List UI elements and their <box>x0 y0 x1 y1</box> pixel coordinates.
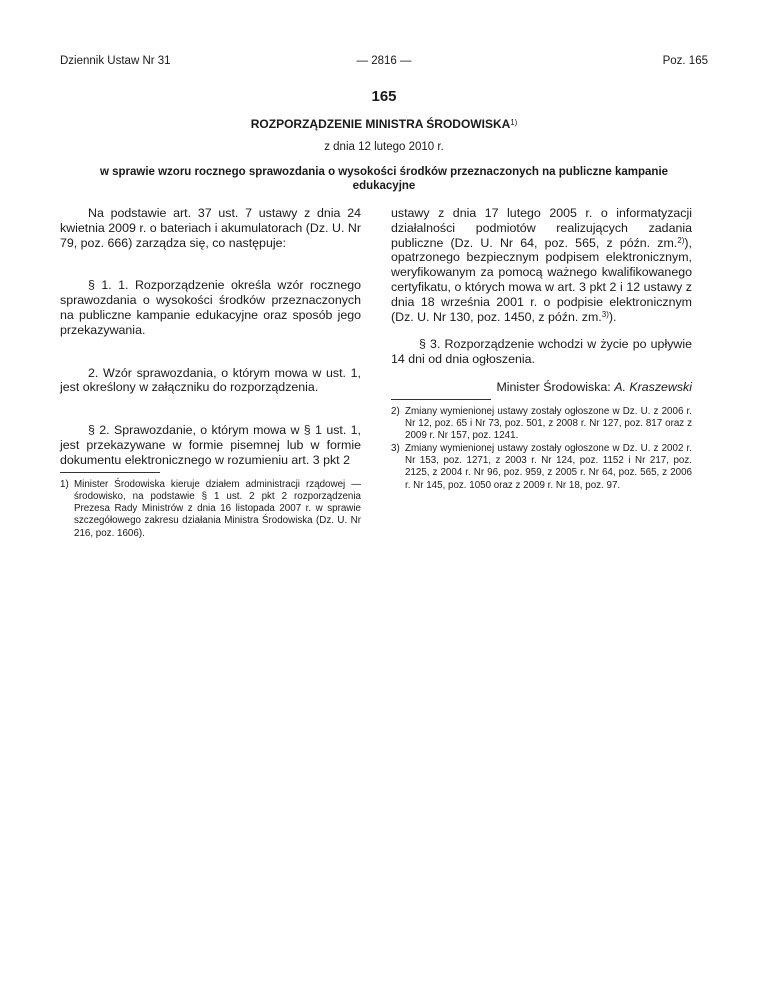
continuation-text-1: ustawy z dnia 17 lutego 2005 r. o informatyzacji działalności podmiotów realizujących zadania publiczne (Dz. U. Nr 64, poz. 565, z późn. zm. <box>391 206 692 250</box>
footnote-1-text: Minister Środowiska kieruje działem administracji rządowej — środowisko, na podstawie § 1 ust. 2 pkt 2 rozporządzenia Prezesa Rady Ministrów z dnia 16 listopada 2007 r. w sprawie szczegółowego zakresu działania Ministra Środowiska (Dz. U. Nr 216, poz. 1606). <box>74 478 361 539</box>
page-number: — 2816 — <box>356 55 412 67</box>
journal-name: Dziennik Ustaw Nr 31 <box>60 55 171 67</box>
footnote-2-text: Zmiany wymienionej ustawy zostały ogłoszone w Dz. U. z 2006 r. Nr 12, poz. 65 i Nr 73, poz. 501, z 2008 r. Nr 127, poz. 817 oraz z 2009 r. Nr 157, poz. 1241. <box>405 405 692 442</box>
document-title <box>0 117 768 131</box>
footnote-1 <box>60 479 361 540</box>
footnote-ref-2: 2) <box>677 235 685 245</box>
signature-role: Minister Środowiska: <box>496 379 615 394</box>
continuation-text-3: ). <box>608 309 617 324</box>
footnote-ref-3: 3) <box>601 309 609 319</box>
footnote-2-mark: 2) <box>391 405 400 417</box>
footnote-3-text: Zmiany wymienionej ustawy zostały ogłoszone w Dz. U. z 2002 r. Nr 153, poz. 1271, z 2003 r. Nr 124, poz. 1152 i Nr 217, poz. 2125, z 2004 r. Nr 96, poz. 959, z 2005 r. Nr 64, poz. 565, z 2006 r. Nr 145, poz. 1050 oraz z 2009 r. Nr 18, poz. 97. <box>405 442 692 491</box>
item-position: Poz. 165 <box>662 55 708 67</box>
signature-name: A. Kraszewski <box>614 379 692 394</box>
footnote-ref-1: 1) <box>510 117 518 127</box>
section-3-paragraph: § 3. Rozporządzenie wchodzi w życie po upływie 14 dni od dnia ogłoszenia. <box>391 337 692 367</box>
section-1-para-1: § 1. 1. Rozporządzenie określa wzór rocznego sprawozdania o wysokości środków przeznaczonych na publiczne kampanie edukacyjne oraz sposób jego przekazywania. <box>60 278 361 337</box>
section-2-paragraph: § 2. Sprawozdanie, o którym mowa w § 1 ust. 1, jest przekazywane w formie pisemnej lub w formie dokumentu elektronicznego w rozumieniu art. 3 pkt 2 <box>60 423 361 467</box>
title-text: ROZPORZĄDZENIE MINISTRA ŚRODOWISKA <box>250 117 511 131</box>
section-2-continuation <box>391 206 692 324</box>
signature <box>391 380 692 395</box>
footnote-3-mark: 3) <box>391 442 400 454</box>
left-column <box>60 206 361 540</box>
right-column <box>391 206 692 492</box>
page-header <box>60 55 708 71</box>
footnote-2 <box>391 406 692 443</box>
continuation-text-2: ), opatrzonego bezpiecznym podpisem elektronicznym, weryfikowanym za pomocą ważnego kwalifikowanego certyfikatu, o których mowa w art. 3 pkt 2 i 12 ustawy z dnia 18 września 2001 r. o podpisie elektronicznym (Dz. U. Nr 130, poz. 1450, z późn. zm. <box>391 235 692 324</box>
section-1-para-2: 2. Wzór sprawozdania, o którym mowa w ust. 1, jest określony w załączniku do rozporządzenia. <box>60 365 361 395</box>
footnote-3 <box>391 443 692 492</box>
document-subject: w sprawie wzoru rocznego sprawozdania o wysokości środków przeznaczonych na publiczne kampanie edukacyjne <box>99 166 669 192</box>
preamble-paragraph: Na podstawie art. 37 ust. 7 ustawy z dnia 24 kwietnia 2009 r. o bateriach i akumulatorach (Dz. U. Nr 79, poz. 666) zarządza się, co następuje: <box>60 206 361 250</box>
footnote-divider <box>60 472 160 473</box>
document-date: z dnia 12 lutego 2010 r. <box>324 141 444 153</box>
footnote-1-mark: 1) <box>60 478 69 490</box>
position-number: 165 <box>371 88 397 105</box>
footnote-divider <box>391 399 491 400</box>
